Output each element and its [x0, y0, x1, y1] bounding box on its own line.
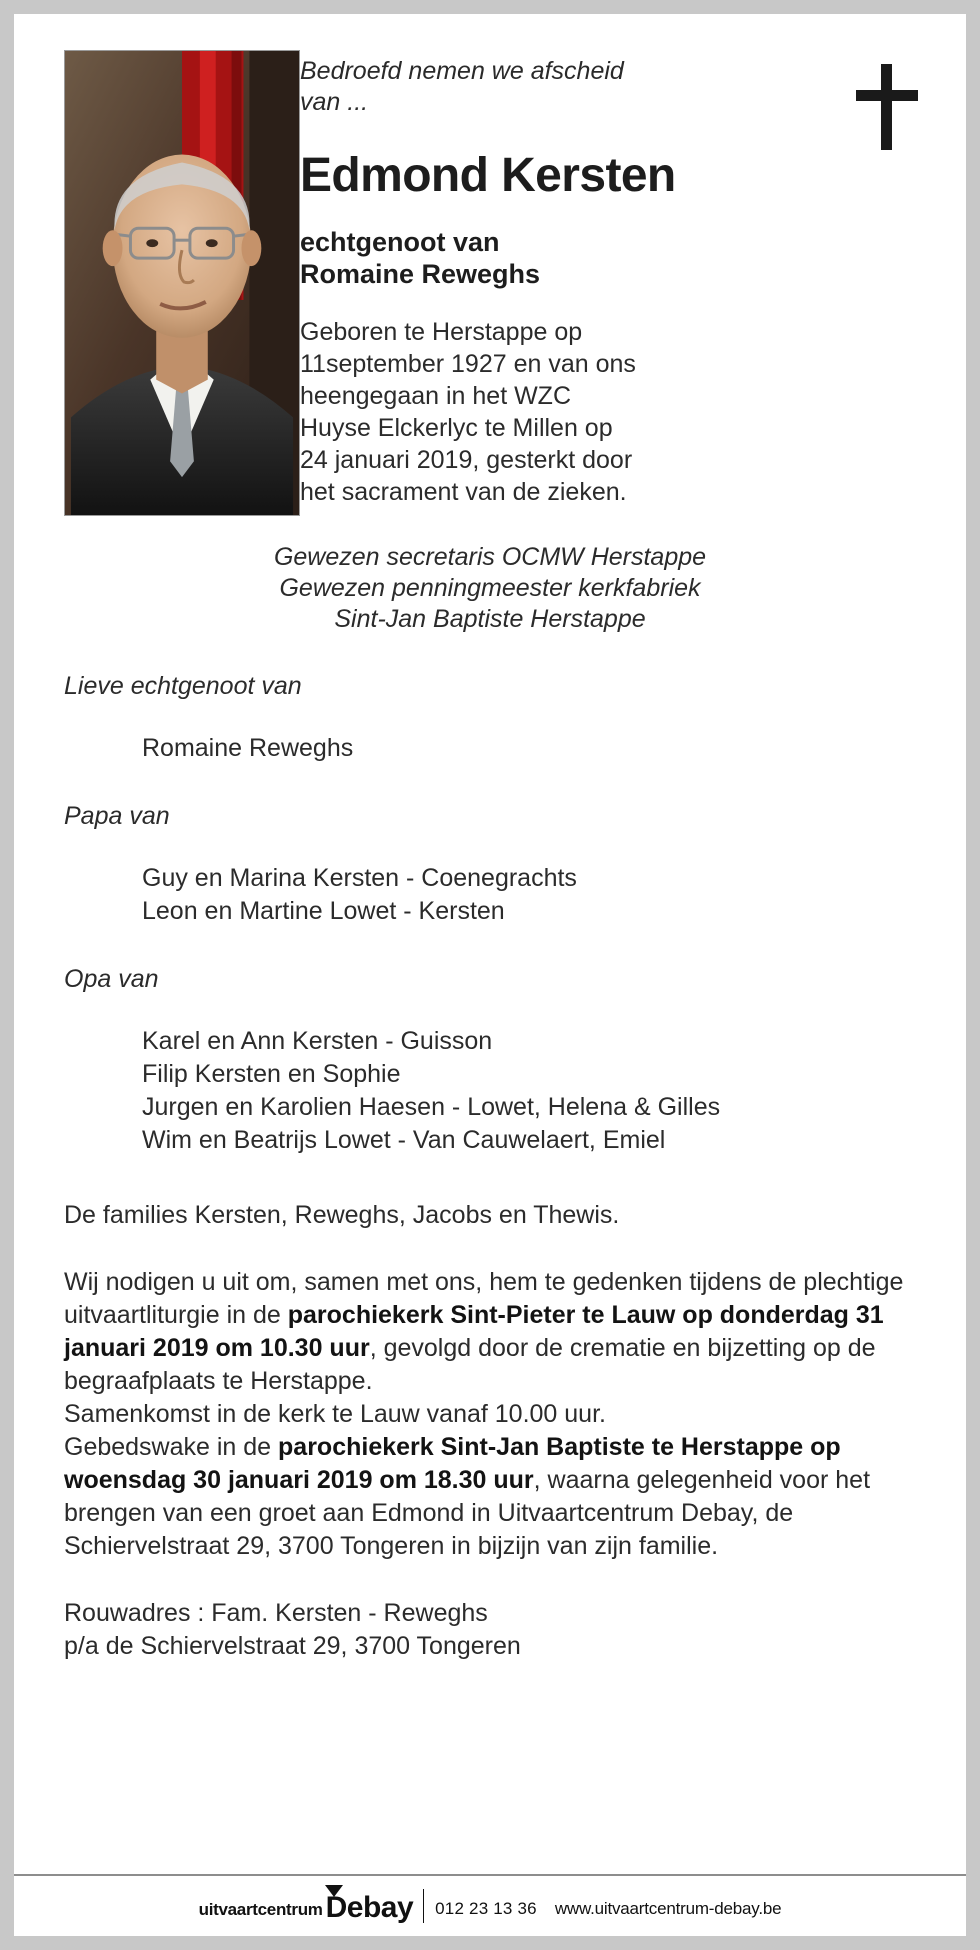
role-line: Sint-Jan Baptiste Herstappe — [334, 605, 646, 633]
relation-name: Wim en Beatrijs Lowet - Van Cauwelaert, Emiel — [142, 1126, 666, 1154]
relation-name: Karel en Ann Kersten - Guisson — [142, 1027, 493, 1055]
footer-phone: 012 23 13 36 — [435, 1899, 537, 1918]
bio-line: Geboren te Herstappe op — [300, 318, 583, 346]
spouse-name: Romaine Reweghs — [300, 259, 541, 289]
role-line: Gewezen penningmeester kerkfabriek — [279, 574, 701, 602]
logo-brand-wrap — [323, 1893, 414, 1923]
roles-block — [14, 542, 966, 635]
intro-text: Bedroefd nemen we afscheid van ... — [300, 57, 624, 116]
relation-block-spouse — [64, 671, 916, 765]
card-body — [14, 671, 966, 1663]
bio-line: heengegaan in het WZC — [300, 382, 572, 410]
relation-name: Jurgen en Karolien Haesen - Lowet, Helena & Gilles — [142, 1093, 721, 1121]
bio-line: 24 januari 2019, gesterkt door — [300, 446, 633, 474]
families-line: De families Kersten, Reweghs, Jacobs en Thewis. — [64, 1201, 620, 1229]
logo-brand: Debay — [325, 1891, 414, 1924]
footer-bar — [14, 1874, 966, 1936]
relation-name: Filip Kersten en Sophie — [142, 1060, 401, 1088]
invite-p1-bold: parochiekerk Sint-Pieter te Lauw op donderdag 31 januari 2019 om 10.30 uur — [64, 1301, 884, 1362]
relation-title: Opa van — [64, 965, 159, 993]
address-line: Rouwadres : Fam. Kersten - Reweghs — [64, 1599, 488, 1627]
mourning-address — [64, 1597, 916, 1663]
relation-name: Romaine Reweghs — [142, 734, 354, 762]
relation-title: Lieve echtgenoot van — [64, 672, 302, 700]
invitation-paragraph-1 — [64, 1266, 916, 1398]
bio-line: Huyse Elckerlyc te Millen op — [300, 414, 613, 442]
portrait-photo — [64, 50, 300, 516]
card-header — [14, 14, 966, 516]
relation-block-children — [64, 801, 916, 928]
cross-icon — [856, 64, 918, 150]
deceased-name: Edmond Kersten — [300, 149, 676, 202]
relation-title: Papa van — [64, 802, 170, 830]
role-line: Gewezen secretaris OCMW Herstappe — [273, 543, 707, 571]
portrait-column — [14, 50, 300, 516]
headline-column — [300, 50, 966, 516]
bio-line: 11september 1927 en van ons — [300, 350, 636, 378]
invite-p3-c: , waarna gelegenheid voor het brengen van een groet aan Edmond in Uitvaartcentrum Debay, de Schiervelstraat 29, 3700 Tongeren in bijzijn van zijn familie. — [64, 1466, 871, 1560]
funeral-home-logo — [199, 1889, 782, 1923]
relation-names — [64, 862, 916, 928]
portrait-illustration — [65, 51, 299, 515]
triangle-icon — [325, 1885, 343, 1897]
bio-line: het sacrament van de zieken. — [300, 478, 627, 506]
invitation-paragraph-2: Samenkomst in de kerk te Lauw vanaf 10.00 uur. — [64, 1400, 606, 1428]
spouse-relation — [300, 226, 926, 290]
invitation-text — [64, 1266, 916, 1563]
invite-p1-c: , gevolgd door de crematie en bijzetting op de begraafplaats te Herstappe. — [64, 1334, 876, 1395]
invite-p3-bold: parochiekerk Sint-Jan Baptiste te Herstappe op woensdag 30 januari 2019 om 18.30 uur — [64, 1433, 841, 1494]
relation-name: Guy en Marina Kersten - Coenegrachts — [142, 864, 577, 892]
memorial-card — [14, 14, 966, 1936]
relation-names — [64, 1025, 916, 1157]
relation-names — [64, 732, 916, 765]
invite-p1-a: Wij nodigen u uit om, samen met ons, hem te gedenken tijdens de plechtige uitvaartliturgie in de — [64, 1268, 904, 1329]
invite-p3-a: Gebedswake in de — [64, 1433, 279, 1461]
address-line: p/a de Schiervelstraat 29, 3700 Tongeren — [64, 1632, 521, 1660]
logo-divider — [423, 1889, 424, 1923]
logo-prefix: uitvaartcentrum — [198, 1900, 323, 1919]
relation-block-grandchildren — [64, 964, 916, 1157]
footer-website[interactable]: www.uitvaartcentrum-debay.be — [554, 1899, 782, 1918]
spouse-label: echtgenoot van — [300, 227, 500, 257]
invitation-paragraph-3 — [64, 1431, 916, 1563]
biography-text — [300, 316, 926, 508]
relation-name: Leon en Martine Lowet - Kersten — [142, 897, 505, 925]
